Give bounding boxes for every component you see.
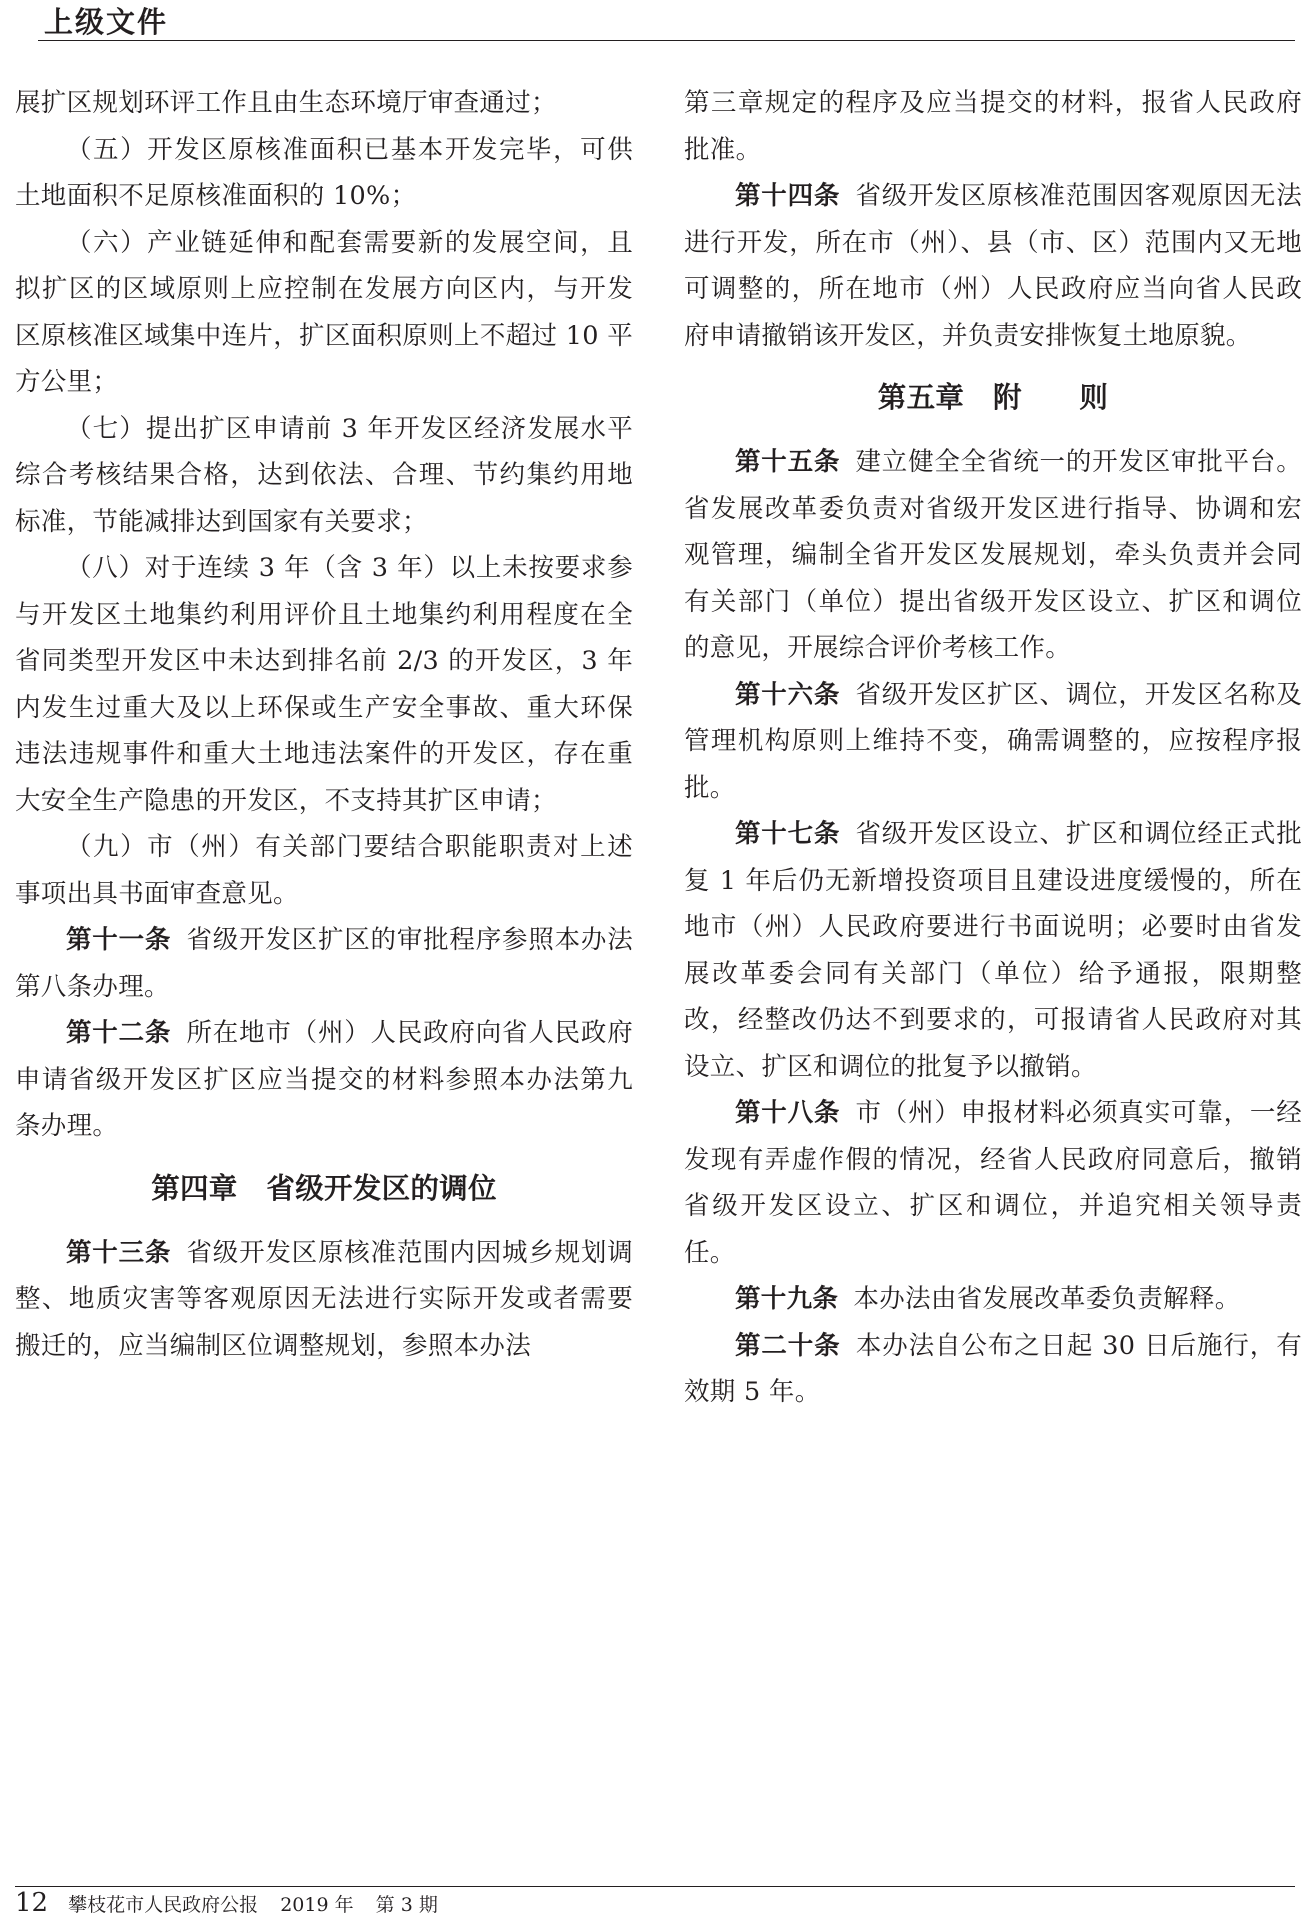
continued-paragraph: 展扩区规划环评工作且由生态环境厅审查通过； (15, 88, 557, 118)
left-column (15, 80, 633, 1369)
footer-divider (15, 1886, 1295, 1887)
publication-year: 2019 年 (280, 1894, 354, 1916)
chapter-heading: 第四章 省级开发区的调位 (151, 1171, 497, 1205)
publication-name: 攀枝花市人民政府公报 (68, 1894, 259, 1916)
article-text: 本办法自公布之日起 30 日后施行，有效期 5 年。 (684, 1330, 1302, 1407)
article-label: 第十四条 (735, 181, 841, 211)
article-label: 第十三条 (66, 1237, 172, 1268)
article-paragraph (684, 1090, 1302, 1276)
article-paragraph (684, 1323, 1302, 1416)
page-footer (15, 1888, 454, 1920)
article-paragraph (684, 672, 1302, 812)
list-paragraph: （九）市（州）有关部门要结合职能职责对上述事项出具书面审查意见。 (15, 832, 633, 909)
article-paragraph (15, 1010, 633, 1150)
article-text: 省级开发区原核准范围内因城乡规划调整、地质灾害等客观原因无法进行实际开发或者需要搬迁的，应当编制区位调整规划，参照本办法 (15, 1237, 633, 1361)
continued-paragraph: 第三章规定的程序及应当提交的材料，报省人民政府批准。 (684, 88, 1302, 165)
article-label: 第十九条 (735, 1284, 839, 1314)
article-text: 建立健全全省统一的开发区审批平台。省发展改革委负责对省级开发区进行指导、协调和宏观管理，编制全省开发区发展规划，牵头负责并会同有关部门（单位）提出省级开发区设立、扩区和调位的意见，开展综合评价考核工作。 (684, 447, 1302, 663)
article-text: 本办法由省发展改革委负责解释。 (853, 1284, 1241, 1314)
article-label: 第二十条 (735, 1330, 841, 1361)
article-paragraph (15, 1230, 633, 1370)
article-text: 省级开发区扩区的审批程序参照本办法第八条办理。 (15, 925, 633, 1002)
issue-number: 第 3 期 (375, 1894, 438, 1916)
article-label: 第十二条 (66, 1018, 172, 1048)
article-paragraph (684, 439, 1302, 672)
article-paragraph (15, 917, 633, 1010)
article-text: 市（州）申报材料必须真实可靠，一经发现有弄虚作假的情况，经省人民政府同意后，撤销省级开发区设立、扩区和调位，并追究相关领导责任。 (684, 1098, 1302, 1268)
page-number: 12 (15, 1888, 49, 1918)
article-paragraph (684, 1276, 1302, 1323)
header-divider (38, 40, 1295, 41)
right-column (684, 80, 1302, 1416)
article-text: 所在地市（州）人民政府向省人民政府申请省级开发区扩区应当提交的材料参照本办法第九条办理。 (15, 1018, 633, 1141)
article-paragraph (684, 811, 1302, 1090)
section-title: 上级文件 (44, 5, 169, 39)
list-paragraph: （八）对于连续 3 年（含 3 年）以上未按要求参与开发区土地集约利用评价且土地集约利用程度在全省同类型开发区中未达到排名前 2/3 的开发区，3 年内发生过重大及以上环保或生产安全事故、重大环保违法违规事件和重大土地违法案件的开发区，存在重大安全生产隐患的开发区，不支持其扩区申请； (15, 553, 633, 816)
article-text: 省级开发区原核准范围因客观原因无法进行开发，所在市（州）、县（市、区）范围内又无地可调整的，所在地市（州）人民政府应当向省人民政府申请撤销该开发区，并负责安排恢复土地原貌。 (684, 181, 1302, 351)
article-label: 第十五条 (735, 447, 841, 477)
article-label: 第十七条 (735, 819, 841, 849)
article-text: 省级开发区设立、扩区和调位经正式批复 1 年后仍无新增投资项目且建设进度缓慢的，所在地市（州）人民政府要进行书面说明；必要时由省发展改革委会同有关部门（单位）给予通报，限期整改，经整改仍达不到要求的，可报请省人民政府对其设立、扩区和调位的批复予以撤销。 (684, 819, 1302, 1082)
article-label: 第十六条 (735, 679, 841, 710)
chapter-heading: 第五章 附 则 (877, 381, 1109, 414)
list-paragraph: （五）开发区原核准面积已基本开发完毕，可供土地面积不足原核准面积的 10%； (15, 134, 633, 211)
article-paragraph (684, 173, 1302, 359)
list-paragraph: （六）产业链延伸和配套需要新的发展空间，且拟扩区的区域原则上应控制在发展方向区内，与开发区原核准区域集中连片，扩区面积原则上不超过 10 平方公里； (15, 227, 633, 397)
article-text: 省级开发区扩区、调位，开发区名称及管理机构原则上维持不变，确需调整的，应按程序报批。 (684, 679, 1302, 803)
list-paragraph: （七）提出扩区申请前 3 年开发区经济发展水平综合考核结果合格，达到依法、合理、节约集约用地标准，节能减排达到国家有关要求； (15, 413, 633, 537)
article-label: 第十一条 (66, 925, 172, 955)
article-label: 第十八条 (735, 1098, 841, 1128)
